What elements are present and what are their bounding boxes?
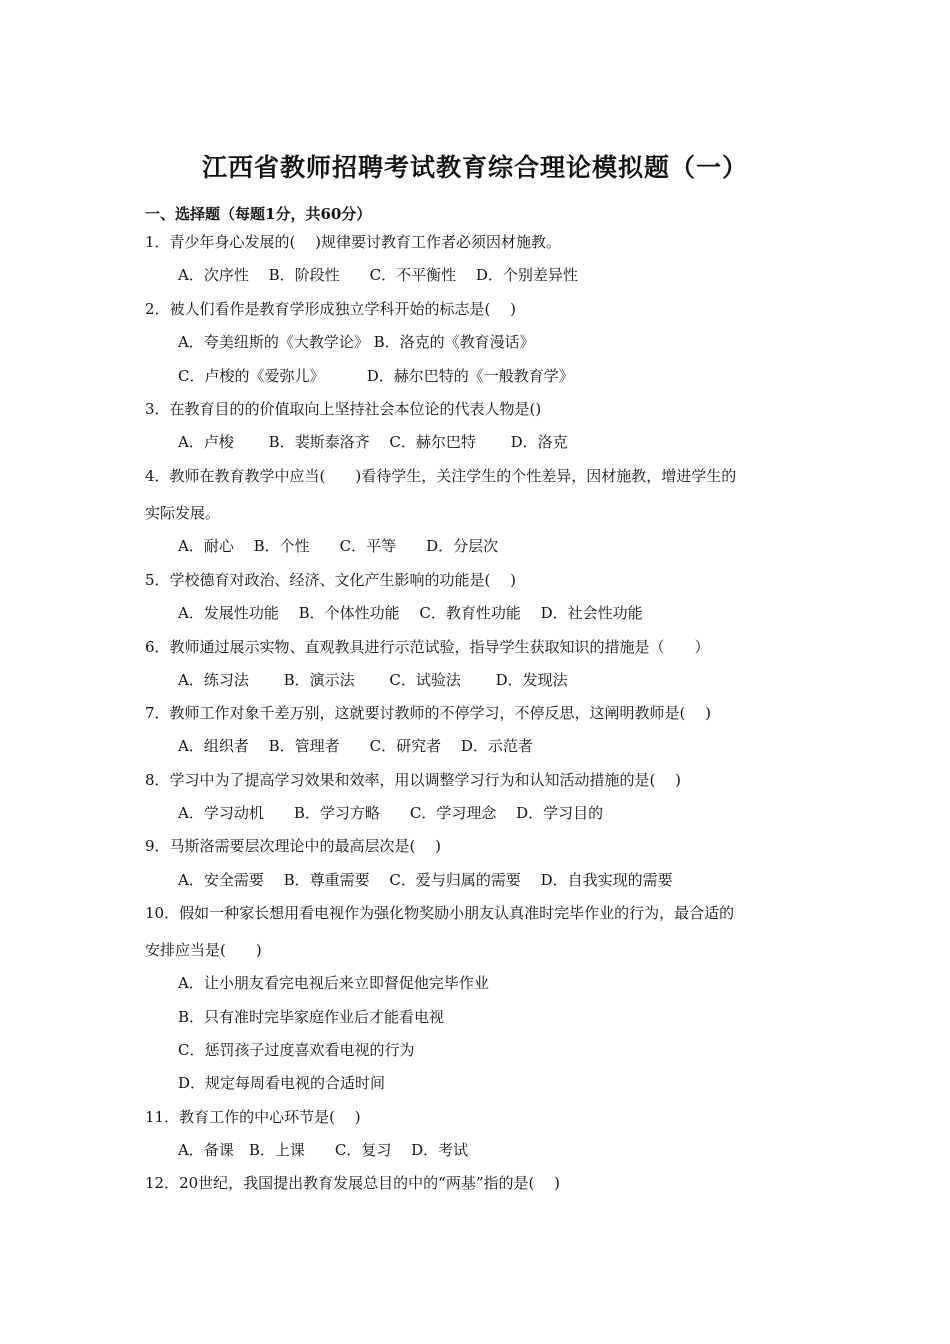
question-4-options: A．耐心 B．个性 C．平等 D．分层次 xyxy=(178,537,499,555)
question-3-options: A．卢梭 B．裴斯泰洛齐 C．赫尔巴特 D．洛克 xyxy=(178,433,568,451)
question-4-line2: 实际发展。 xyxy=(145,504,221,522)
question-6-options: A．练习法 B．演示法 C．试验法 D．发现法 xyxy=(178,671,568,689)
question-5: 5．学校德育对政治、经济、文化产生影响的功能是( ) xyxy=(145,571,517,589)
question-10-option-b: B．只有准时完毕家庭作业后才能看电视 xyxy=(178,1008,445,1026)
question-7-options: A．组织者 B．管理者 C．研究者 D．示范者 xyxy=(178,737,533,755)
question-2: 2．被人们看作是教育学形成独立学科开始的标志是( ) xyxy=(145,300,517,318)
question-8-options: A．学习动机 B．学习方略 C．学习理念 D．学习目的 xyxy=(178,804,604,822)
page-title: 江西省教师招聘考试教育综合理论模拟题（一） xyxy=(201,153,748,182)
question-1-options: A．次序性 B．阶段性 C．不平衡性 D．个别差异性 xyxy=(178,266,578,284)
question-2-options-row1: A．夸美纽斯的《大教学论》 B．洛克的《教育漫话》 xyxy=(178,333,535,351)
question-4-line1: 4．教师在教育教学中应当( )看待学生，关注学生的个性差异，因材施教，增进学生的 xyxy=(145,467,737,485)
question-10-option-d: D．规定每周看电视的合适时间 xyxy=(178,1074,386,1092)
question-6: 6．教师通过展示实物、直观教具进行示范试验，指导学生获取知识的措施是（ ） xyxy=(145,638,710,656)
question-10-option-a: A．让小朋友看完电视后来立即督促他完毕作业 xyxy=(178,974,489,992)
question-9-options: A．安全需要 B．尊重需要 C．爱与归属的需要 D．自我实现的需要 xyxy=(178,871,673,889)
question-10-line2: 安排应当是( ) xyxy=(145,941,262,959)
question-2-options-row2: C．卢梭的《爱弥儿》 D．赫尔巴特的《一般教育学》 xyxy=(178,367,574,385)
section-heading: 一、选择题（每题1分，共60分） xyxy=(145,205,372,223)
question-9: 9．马斯洛需要层次理论中的最高层次是( ) xyxy=(145,837,442,855)
question-11-options: A．备课 B．上课 C．复习 D．考试 xyxy=(178,1141,469,1159)
question-5-options: A．发展性功能 B．个体性功能 C．教育性功能 D．社会性功能 xyxy=(178,604,643,622)
question-10-line1: 10．假如一种家长想用看电视作为强化物奖励小朋友认真准时完毕作业的行为，最合适的 xyxy=(145,904,735,922)
question-3: 3．在教育目的的价值取向上坚持社会本位论的代表人物是() xyxy=(145,400,542,418)
question-1: 1．青少年身心发展的( )规律要讨教育工作者必须因材施教。 xyxy=(145,233,562,251)
question-12: 12．20世纪，我国提出教育发展总目的中的“两基”指的是( ) xyxy=(145,1174,560,1192)
question-11: 11．教育工作的中心环节是( ) xyxy=(145,1108,361,1126)
question-7: 7．教师工作对象千差万别，这就要讨教师的不停学习，不停反思，这阐明教师是( ) xyxy=(145,704,712,722)
question-8: 8．学习中为了提高学习效果和效率，用以调整学习行为和认知活动措施的是( ) xyxy=(145,771,682,789)
question-10-option-c: C．惩罚孩子过度喜欢看电视的行为 xyxy=(178,1041,415,1059)
